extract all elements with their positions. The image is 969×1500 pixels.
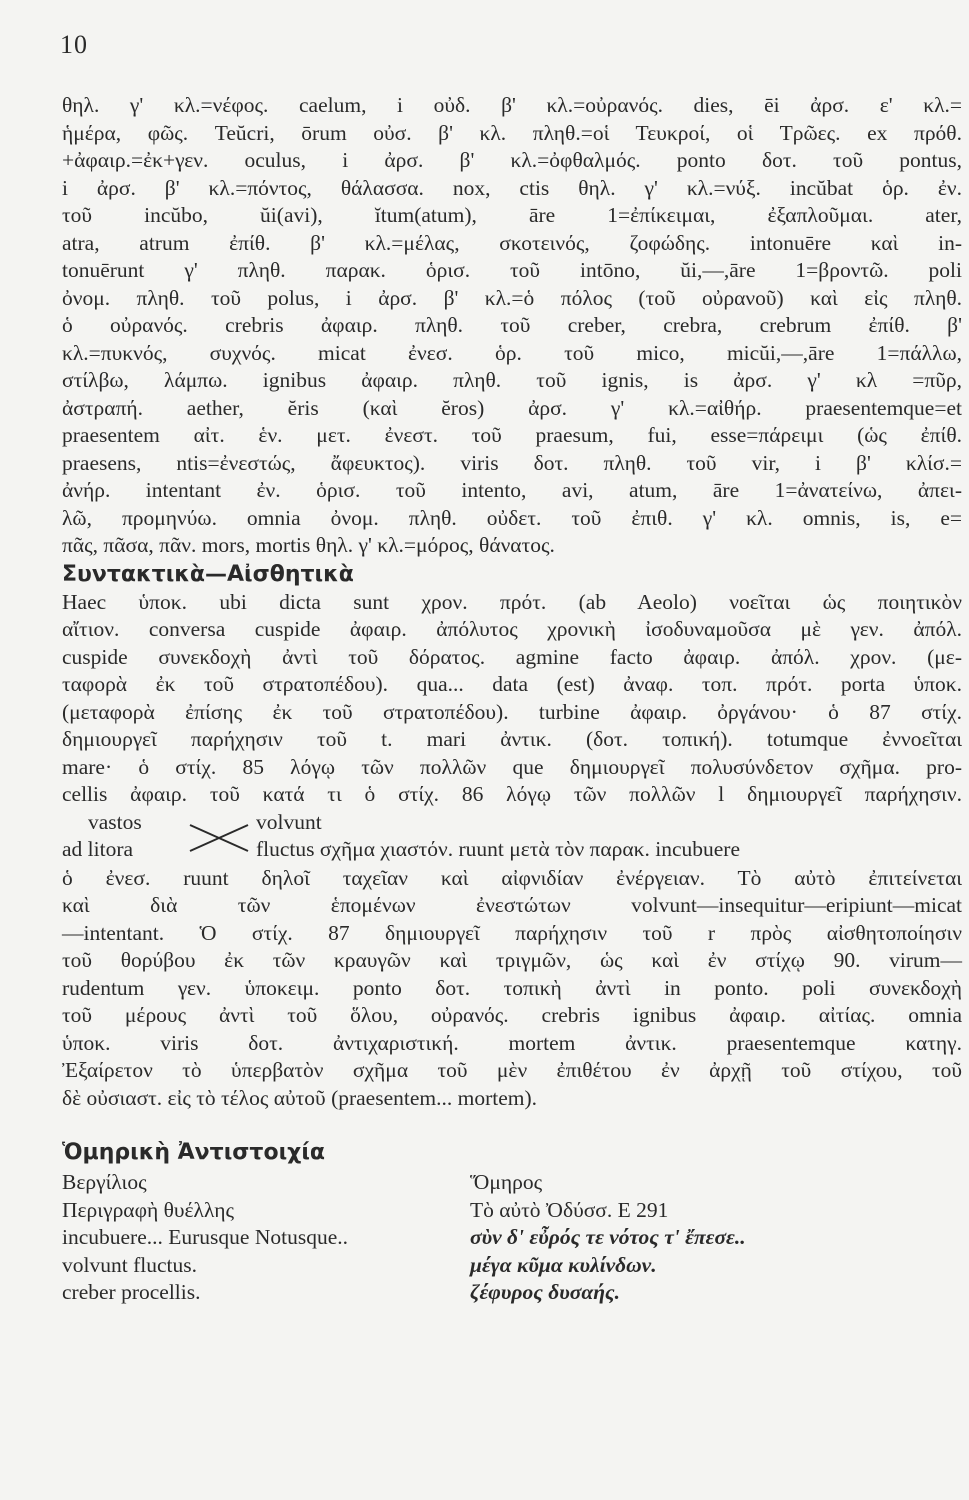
vergil-cell: volvunt fluctus. [62,1252,197,1277]
text-line: cellis ἀφαιρ. τοῦ κατά τι ὁ στίχ. 86 λόγῳ τῶν πολλῶν l δημιουργεῖ παρήχησιν. [62,782,962,806]
text-line: atra, atrum ἐπίθ. β' κλ.=μέλας, σκοτεινός, ζοφώδης. intonuēre καὶ in- [62,230,962,255]
text-line: ὁ οὐρανός. crebris ἀφαιρ. πληθ. τοῦ creber, crebra, crebrum ἐπίθ. β' [62,313,962,337]
vocabulary-paragraph-end [62,532,962,560]
text-line: cuspide συνεκδοχὴ ἀντὶ τοῦ δόρατος. agmine facto ἀφαιρ. ἀπόλ. χρον. (με- [62,644,962,669]
text-line: ὑποκ. viris δοτ. ἀντιχαριστική. mortem ἀντικ. praesentemque κατηγ. [62,1030,962,1055]
aesthetic-paragraph [62,865,962,1085]
text-line: καὶ διὰ τῶν ἑπομένων ἐνεστώτων volvunt—insequitur—eripiunt—micat [62,893,962,917]
homer-cell: Ὅμηρος [470,1170,543,1194]
text-line: τοῦ θορύβου ἐκ τῶν κραυγῶν καὶ τριγμῶν, ὡς καὶ ἐν στίχῳ 90. virum— [62,948,962,972]
text-line: τοῦ incŭbo, ŭi(avi), ĭtum(atum), āre 1=ἐπίκειμαι, ἐξαπλοῦμαι. ater, [62,203,962,227]
chiasm-cross-icon [188,823,250,853]
vergil-cell: Βεργίλιος [62,1170,147,1194]
aesthetic-paragraph-end [62,1085,962,1113]
vergil-cell: Περιγραφὴ θυέλλης [62,1197,234,1222]
text-line: Haec ὑποκ. ubi dicta sunt χρον. πρότ. (ab Aeolo) νοεῖται ὡς ποιητικὸν [62,589,962,614]
text-line: mare· ὁ στίχ. 85 λόγῳ τῶν πολλῶν que δημιουργεῖ πολυσύνδετον σχῆμα. pro- [62,754,962,779]
homer-cell: μέγα κῦμα κυλίνδων. [470,1252,657,1277]
text-line: στίλβω, λάμπω. ignibus ἀφαιρ. πληθ. τοῦ ignis, is ἀρσ. γ' κλ =πῦρ, [62,368,962,392]
text-line: αἴτιον. conversa cuspide ἀφαιρ. ἀπόλυτος χρονικὴ ἰσοδυναμοῦσα μὲ γεν. ἀπόλ. [62,617,962,641]
chiasm-top-right: volvunt [256,809,322,834]
vergil-cell: creber procellis. [62,1280,201,1304]
comparison-table [62,1169,962,1307]
vergil-cell: incubuere... Eurusque Notusque.. [62,1225,348,1249]
text-line: ὀνομ. πληθ. τοῦ polus, i ἀρσ. β' κλ.=ὁ πόλος (τοῦ οὐρανοῦ) καὶ εἰς πληθ. [62,285,962,310]
text-line: (μεταφορὰ ἐπίσης ἐκ τοῦ στρατοπέδου). turbine ἀφαιρ. ὀργάνου· ὁ 87 στίχ. [62,699,962,724]
syntax-paragraph [62,589,962,809]
text-line: ἀστραπή. aether, ĕris (καὶ ĕros) ἀρσ. γ' κλ.=αἰθήρ. praesentemque=et [62,395,962,420]
chiasm-top-left: vastos [88,809,142,834]
text-line: λῶ, προμηνύω. omnia ὀνομ. πληθ. οὐδετ. τοῦ ἐπιθ. γ' κλ. omnis, is, e= [62,505,962,530]
text-line: ὁ ἐνεσ. ruunt δηλοῖ ταχεῖαν καὶ αἰφνιδίαν ἐνέργειαν. Τὸ αὐτὸ ἐπιτείνεται [62,865,962,890]
text-line: +ἀφαιρ.=ἐκ+γεν. oculus, i ἀρσ. β' κλ.=ὀφθαλμός. ponto δοτ. τοῦ pontus, [62,148,962,172]
text-line: θηλ. γ' κλ.=νέφος. caelum, i οὐδ. β' κλ.=οὐρανός. dies, ēi ἀρσ. ε' κλ.= [62,93,962,117]
homer-cell: Τὸ αὐτὸ Ὀδύσσ. Ε 291 [470,1197,669,1222]
text-line: δὲ οὐσιαστ. εἰς τὸ τέλος αὐτοῦ (praesentem... mortem). [62,1085,538,1110]
text-line: ταφορὰ ἐκ τοῦ στρατοπέδου). qua... data (est) ἀναφ. τοπ. πρότ. porta ὑποκ. [62,672,962,696]
text-line: praesentem αἰτ. ἑν. μετ. ἐνεστ. τοῦ praesum, fui, esse=πάρειμι (ὡς ἐπίθ. [62,423,962,447]
text-line: κλ.=πυκνός, συχνός. micat ἐνεσ. ὁρ. τοῦ mico, micŭi,—,āre 1=πάλλω, [62,340,962,365]
text-line: i ἀρσ. β' κλ.=πόντος, θάλασσα. nox, ctis θηλ. γ' κλ.=νύξ. incŭbat ὁρ. ἐν. [62,175,962,200]
text-line: tonuērunt γ' πληθ. παρακ. ὁρισ. τοῦ intōno, ŭi,—,āre 1=βροντῶ. poli [62,258,962,282]
chiasm-bottom-right: fluctus σχῆμα χιαστόν. ruunt μετὰ τὸν παρακ. incubuere [256,836,741,861]
homer-cell: σὺν δ' εὖρός τε νότος τ' ἔπεσε.. [470,1225,746,1249]
page-body [62,92,962,1307]
comparison-row [62,1279,962,1307]
comparison-row [62,1224,962,1252]
vocabulary-paragraph [62,92,962,532]
chiasm-diagram [62,809,962,865]
comparison-row [62,1252,962,1280]
text-line: δημιουργεῖ παρήχησιν τοῦ t. mari ἀντικ. (δοτ. τοπική). totumque ἐννοεῖται [62,727,962,751]
text-line: praesens, ntis=ἐνεστώς, ἄφευκτος). viris δοτ. πληθ. τοῦ vir, i β' κλίσ.= [62,450,962,475]
comparison-row [62,1169,962,1197]
text-line: τοῦ μέρους ἀντὶ τοῦ ὅλου, οὐρανός. crebris ignibus ἀφαιρ. αἰτίας. omnia [62,1003,962,1027]
comparison-row [62,1197,962,1225]
chiasm-bottom-left: ad litora [62,836,134,861]
text-line: ἡμέρα, φῶς. Teŭcri, ōrum οὐσ. β' κλ. πληθ.=οἱ Τευκροί, οἱ Τρῶες. ex πρόθ. [62,120,962,145]
text-line: rudentum γεν. ὑποκειμ. ponto δοτ. τοπικὴ ἀντὶ in ponto. poli συνεκδοχὴ [62,975,962,1000]
text-line: ἀνήρ. intentant ἐν. ὁρισ. τοῦ intento, avi, atum, āre 1=ἀνατείνω, ἀπει- [62,478,962,502]
section-heading-syntax: Συντακτικὰ—Αἰσθητικὰ [62,561,354,587]
homer-cell: ζέφυρος δυσαής. [470,1280,620,1304]
page-number: 10 [60,30,88,59]
text-line: πᾶς, πᾶσα, πᾶν. mors, mortis θηλ. γ' κλ.=μόρος, θάνατος. [62,533,555,557]
text-line: —intentant. Ὁ στίχ. 87 δημιουργεῖ παρήχησιν τοῦ r πρὸς αἰσθητοποίησιν [62,920,962,945]
text-line: Ἐξαίρετον τὸ ὑπερβατὸν σχῆμα τοῦ μὲν ἐπιθέτου ἐν ἀρχῇ τοῦ στίχου, τοῦ [62,1058,962,1082]
section-heading-homeric: Ὁμηρικὴ Ἀντιστοιχία [62,1140,326,1165]
